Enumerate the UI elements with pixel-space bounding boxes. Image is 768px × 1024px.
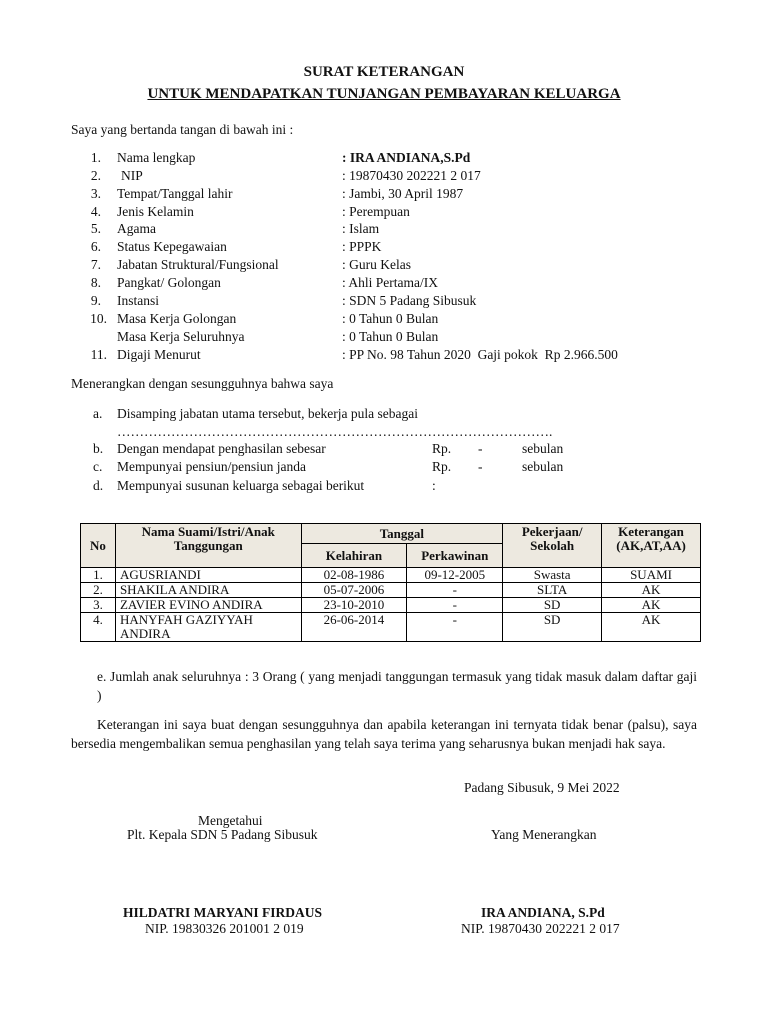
identity-number: 5. [90, 221, 101, 236]
row-marriage-date: 09-12-2005 [407, 568, 503, 583]
row-name: SHAKILA ANDIRA [115, 583, 301, 598]
identity-label: Agama [117, 221, 156, 236]
identity-value: : Ahli Pertama/IX [342, 275, 438, 290]
item-letter: d. [93, 478, 104, 493]
row-occupation: SD [503, 598, 602, 613]
family-table [80, 523, 701, 642]
row-marriage-date: - [407, 613, 503, 642]
period-label: sebulan [522, 459, 564, 474]
dotted-line: ……………………………………………………………………………………. [117, 424, 553, 439]
identity-label: Instansi [117, 293, 159, 308]
identity-number: 9. [90, 293, 101, 308]
right-sign-line1: Yang Menerangkan [491, 827, 597, 842]
closing-paragraph: Keterangan ini saya buat dengan sesungguhnya dan apabila keterangan ini ternyata tidak benar (palsu), saya bersedia mengembalikan semua penghasilan yang telah saya terima yang seharusnya bukan menjadi hak saya. [71, 717, 697, 751]
header-name: Nama Suami/Istri/Anak Tanggungan [115, 524, 301, 568]
identity-number: 11. [90, 347, 107, 362]
identity-label: Jabatan Struktural/Fungsional [117, 257, 279, 272]
identity-number: 10. [90, 311, 107, 326]
identity-label: Pangkat/ Golongan [117, 275, 221, 290]
row-name: ZAVIER EVINO ANDIRA [115, 598, 301, 613]
statement-text: Menerangkan dengan sesungguhnya bahwa saya [71, 376, 334, 391]
identity-value: : PP No. 98 Tahun 2020 Gaji pokok Rp 2.966.500 [342, 347, 618, 362]
intro-text: Saya yang bertanda tangan di bawah ini : [71, 122, 294, 137]
row-marriage-date: - [407, 583, 503, 598]
row-no: 3. [81, 598, 116, 613]
identity-number: 3. [90, 186, 101, 201]
identity-value: : 19870430 202221 2 017 [342, 168, 481, 183]
identity-label: Jenis Kelamin [117, 204, 194, 219]
identity-number: 1. [90, 150, 101, 165]
identity-value: : Guru Kelas [342, 257, 411, 272]
identity-number: 7. [90, 257, 101, 272]
header-keterangan: Keterangan (AK,AT,AA) [602, 524, 701, 568]
row-no: 2. [81, 583, 116, 598]
row-remark: AK [602, 613, 701, 642]
item-text: Mempunyai susunan keluarga sebagai berikut [117, 478, 365, 493]
identity-value: : Jambi, 30 April 1987 [342, 186, 464, 201]
item-text: Disamping jabatan utama tersebut, bekerja pula sebagai [117, 406, 419, 421]
header-kelahiran: Kelahiran [301, 544, 407, 568]
row-remark: SUAMI [602, 568, 701, 583]
document-subtitle: UNTUK MENDAPATKAN TUNJANGAN PEMBAYARAN KELUARGA [147, 86, 621, 102]
item-e-text: e. Jumlah anak seluruhnya : 3 Orang ( yang menjadi tanggungan termasuk yang tidak masuk dalam daftar gaji ) [97, 669, 697, 703]
header-tanggal: Tanggal [301, 524, 503, 544]
row-occupation: SLTA [503, 583, 602, 598]
item-text: Dengan mendapat penghasilan sebesar [117, 441, 326, 456]
header-perkawinan: Perkawinan [407, 544, 503, 568]
identity-value: : Perempuan [342, 204, 410, 219]
left-signer-name: HILDATRI MARYANI FIRDAUS [123, 905, 323, 920]
row-remark: AK [602, 598, 701, 613]
item-letter: c. [93, 459, 103, 474]
table-row [81, 568, 701, 583]
row-birth-date: 02-08-1986 [301, 568, 407, 583]
row-birth-date: 26-06-2014 [301, 613, 407, 642]
amount-dash: - [478, 459, 483, 474]
right-signer-name: IRA ANDIANA, S.Pd [481, 905, 605, 920]
row-no: 4. [81, 613, 116, 642]
table-row [81, 613, 701, 642]
table-row [81, 598, 701, 613]
row-birth-date: 05-07-2006 [301, 583, 407, 598]
currency-label: Rp. [432, 441, 452, 456]
period-label: sebulan [522, 441, 564, 456]
item-letter: b. [93, 441, 104, 456]
header-no: No [81, 524, 116, 568]
identity-number: 8. [90, 275, 101, 290]
identity-value: : IRA ANDIANA,S.Pd [342, 150, 471, 165]
identity-number: 2. [90, 168, 101, 183]
right-signer-nip: NIP. 19870430 202221 2 017 [461, 921, 620, 936]
row-no: 1. [81, 568, 116, 583]
row-remark: AK [602, 583, 701, 598]
identity-value: : 0 Tahun 0 Bulan [342, 329, 439, 344]
identity-label: Nama lengkap [117, 150, 196, 165]
identity-value: : 0 Tahun 0 Bulan [342, 311, 439, 326]
row-occupation: Swasta [503, 568, 602, 583]
left-sign-line2: Plt. Kepala SDN 5 Padang Sibusuk [127, 827, 318, 842]
currency-label: Rp. [432, 459, 452, 474]
identity-label: Status Kepegawaian [117, 239, 227, 254]
left-signer-nip: NIP. 19830326 201001 2 019 [145, 921, 304, 936]
row-name: HANYFAH GAZIYYAH ANDIRA [115, 613, 301, 642]
identity-number: 6. [90, 239, 101, 254]
identity-value: : SDN 5 Padang Sibusuk [342, 293, 477, 308]
table-row [81, 583, 701, 598]
left-sign-line1: Mengetahui [198, 813, 263, 828]
identity-value: : Islam [342, 221, 380, 236]
identity-label: Digaji Menurut [117, 347, 201, 362]
item-letter: a. [93, 406, 103, 421]
row-birth-date: 23-10-2010 [301, 598, 407, 613]
identity-label: NIP [121, 168, 143, 183]
header-pekerjaan: Pekerjaan/ Sekolah [503, 524, 602, 568]
item-colon: : [432, 478, 436, 493]
identity-number: 4. [90, 204, 101, 219]
row-marriage-date: - [407, 598, 503, 613]
identity-label: Masa Kerja Golongan [117, 311, 237, 326]
amount-dash: - [478, 441, 483, 456]
document-title: SURAT KETERANGAN [303, 64, 465, 80]
identity-label: Tempat/Tanggal lahir [117, 186, 233, 201]
identity-label: Masa Kerja Seluruhnya [117, 329, 245, 344]
row-occupation: SD [503, 613, 602, 642]
place-date: Padang Sibusuk, 9 Mei 2022 [464, 780, 620, 795]
identity-value: : PPPK [342, 239, 382, 254]
row-name: AGUSRIANDI [115, 568, 301, 583]
item-text: Mempunyai pensiun/pensiun janda [117, 459, 306, 474]
